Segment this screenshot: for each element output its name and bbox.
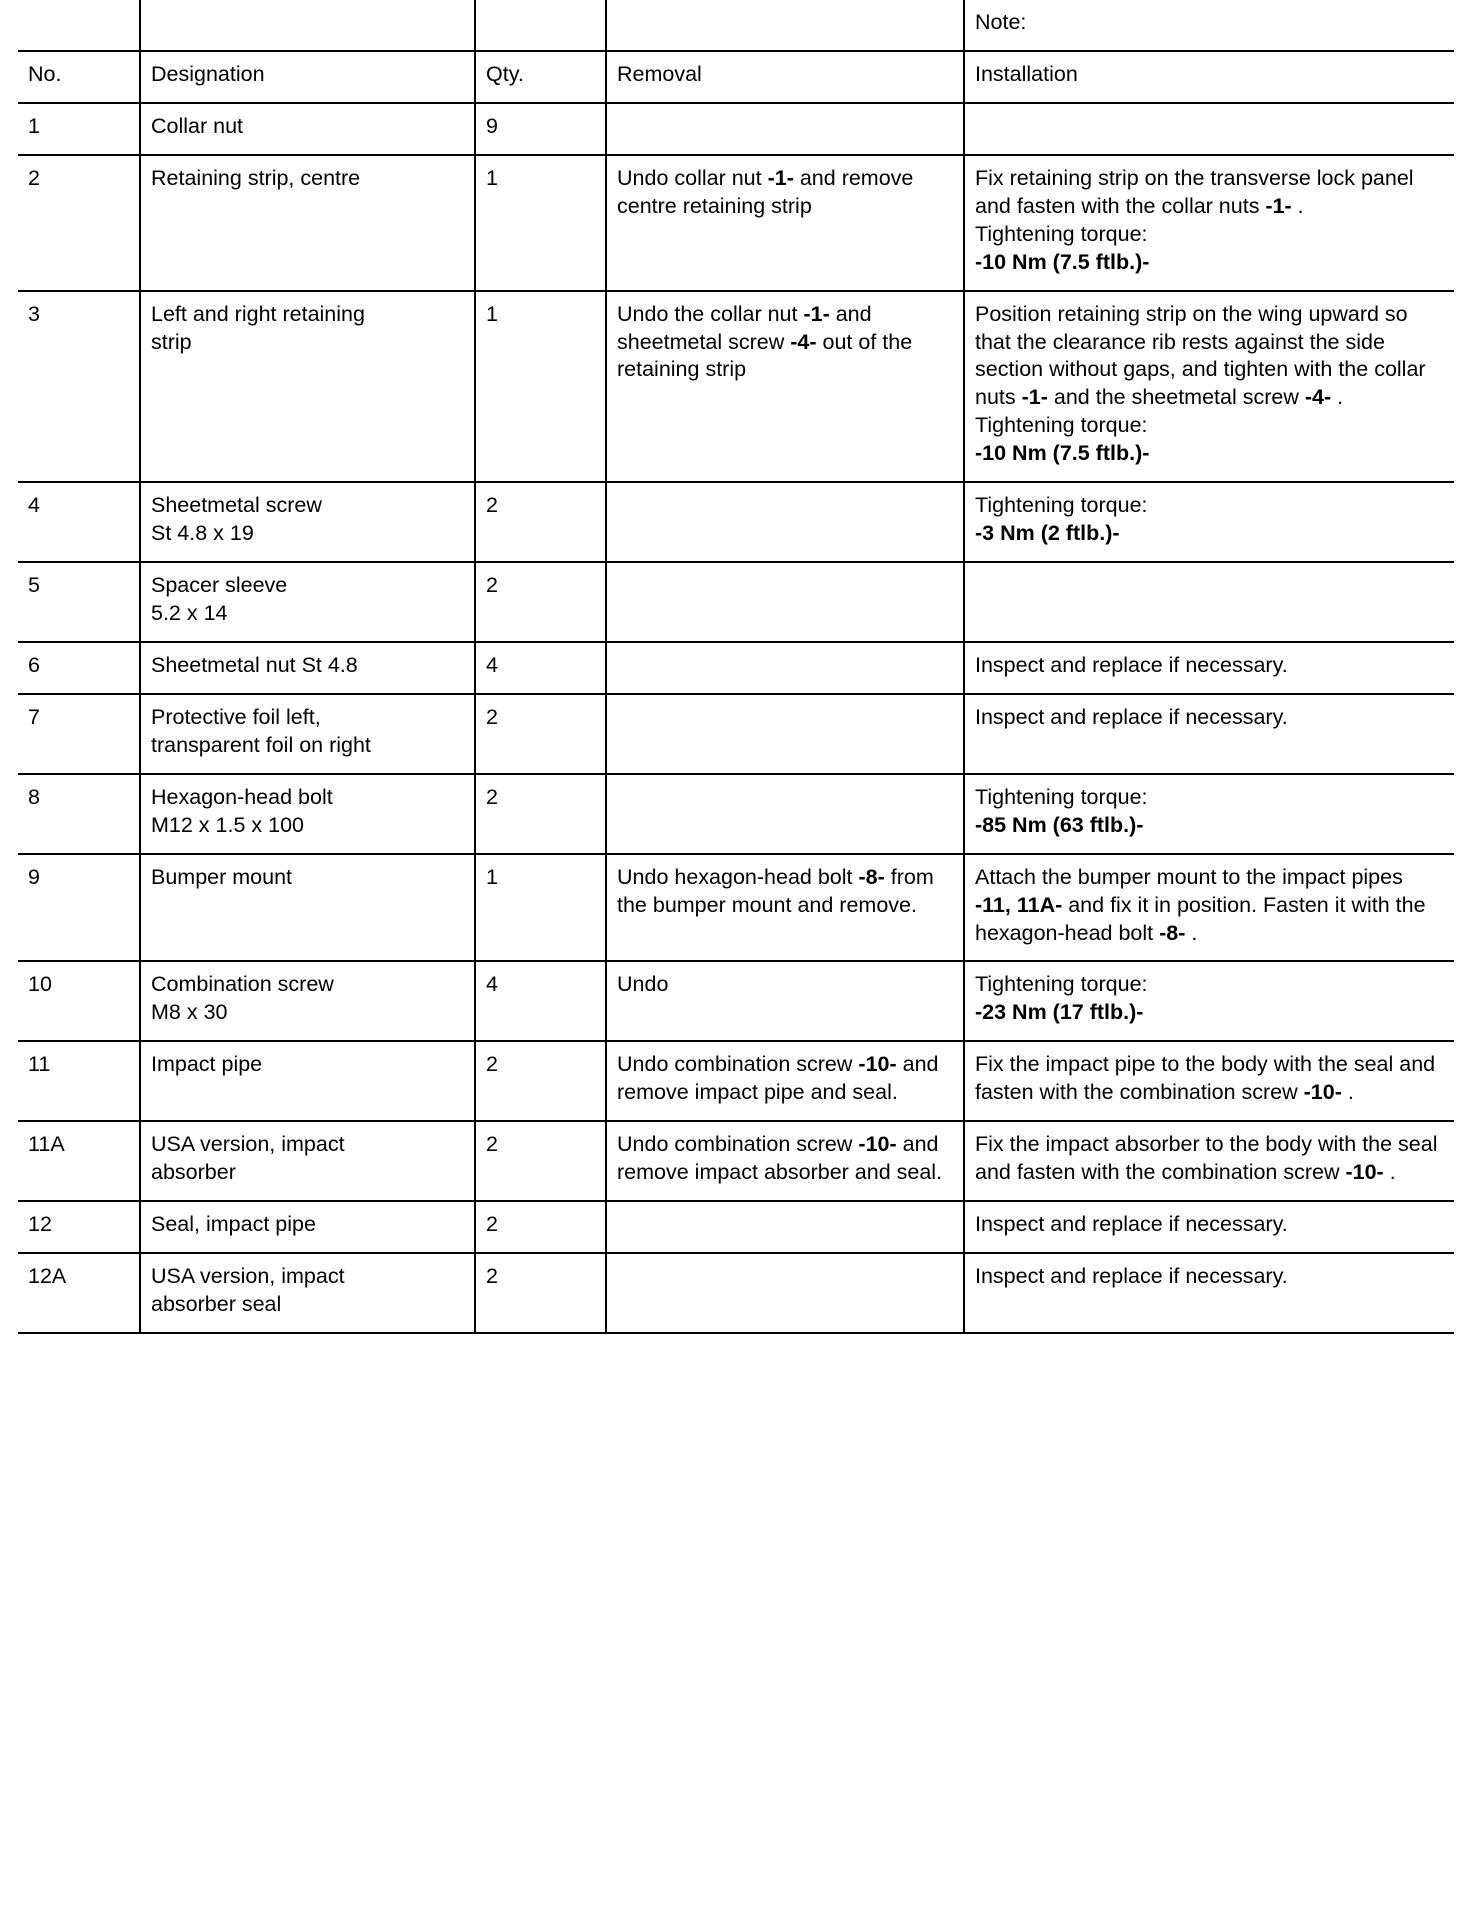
header-installation: Installation [964, 51, 1454, 103]
cell-designation [140, 103, 475, 155]
designation-line-1: Sheetmetal nut St 4.8 [151, 652, 358, 677]
header-designation: Designation [140, 51, 475, 103]
cell-removal: Undo combination screw -10- and remove impact pipe and seal. [606, 1041, 964, 1121]
designation-line-1: Spacer sleeve [151, 573, 288, 598]
cell-designation [140, 1121, 475, 1201]
note-banner-spacer-designation [140, 0, 475, 51]
table-row [18, 961, 1454, 1041]
cell-designation [140, 155, 475, 291]
designation-line-1: Sheetmetal screw [151, 493, 322, 518]
table-row [18, 482, 1454, 562]
designation-line-1: Bumper mount [151, 864, 293, 889]
cell-installation: Fix retaining strip on the transverse lock panel and fasten with the collar nuts -1- . Tightening torque: -10 Nm (7.5 ftlb.)- [964, 155, 1454, 291]
table-row [18, 694, 1454, 774]
cell-qty: 1 [475, 854, 606, 962]
cell-designation [140, 1201, 475, 1253]
header-removal: Removal [606, 51, 964, 103]
cell-qty: 2 [475, 482, 606, 562]
cell-qty: 9 [475, 103, 606, 155]
parts-table [18, 0, 1454, 1334]
cell-removal [606, 642, 964, 694]
designation-line-2: M12 x 1.5 x 100 [151, 812, 304, 837]
cell-designation [140, 694, 475, 774]
cell-designation [140, 774, 475, 854]
cell-designation [140, 562, 475, 642]
designation-line-2: M8 x 30 [151, 1000, 228, 1025]
cell-qty: 2 [475, 562, 606, 642]
cell-removal: Undo [606, 961, 964, 1041]
table-row [18, 562, 1454, 642]
cell-removal [606, 103, 964, 155]
cell-qty: 2 [475, 1041, 606, 1121]
designation-line-1: Impact pipe [151, 1052, 263, 1077]
cell-installation: Fix the impact pipe to the body with the seal and fasten with the combination screw -10- . [964, 1041, 1454, 1121]
designation-line-2: St 4.8 x 19 [151, 521, 254, 546]
cell-designation [140, 482, 475, 562]
cell-designation [140, 291, 475, 483]
cell-no: 5 [18, 562, 140, 642]
note-banner-spacer-removal [606, 0, 964, 51]
designation-line-2: transparent foil on right [151, 732, 371, 757]
table-row [18, 774, 1454, 854]
cell-no: 3 [18, 291, 140, 483]
cell-removal [606, 694, 964, 774]
cell-qty: 4 [475, 642, 606, 694]
header-qty: Qty. [475, 51, 606, 103]
table-row [18, 1201, 1454, 1253]
table-row [18, 854, 1454, 962]
cell-qty: 2 [475, 1253, 606, 1333]
note-banner-spacer-qty [475, 0, 606, 51]
cell-no: 11 [18, 1041, 140, 1121]
cell-removal [606, 562, 964, 642]
cell-installation [964, 562, 1454, 642]
cell-no: 7 [18, 694, 140, 774]
cell-installation: Tightening torque: -3 Nm (2 ftlb.)- [964, 482, 1454, 562]
cell-qty: 4 [475, 961, 606, 1041]
note-banner-spacer-no [18, 0, 140, 51]
designation-line-1: Hexagon-head bolt [151, 784, 333, 809]
table-header-row [18, 51, 1454, 103]
cell-installation: Tightening torque: -23 Nm (17 ftlb.)- [964, 961, 1454, 1041]
designation-line-1: Left and right retaining [151, 301, 365, 326]
cell-designation [140, 854, 475, 962]
table-row [18, 291, 1454, 483]
designation-line-1: Collar nut [151, 113, 244, 138]
cell-removal [606, 774, 964, 854]
cell-no: 2 [18, 155, 140, 291]
designation-line-1: Protective foil left, [151, 704, 321, 729]
cell-no: 10 [18, 961, 140, 1041]
cell-designation [140, 1041, 475, 1121]
header-no: No. [18, 51, 140, 103]
cell-designation [140, 1253, 475, 1333]
designation-line-2: absorber [151, 1160, 236, 1185]
note-banner-row [18, 0, 1454, 51]
designation-line-1: USA version, impact [151, 1264, 345, 1288]
cell-no: 8 [18, 774, 140, 854]
cell-no: 12 [18, 1201, 140, 1253]
cell-no: 9 [18, 854, 140, 962]
cell-qty: 2 [475, 1201, 606, 1253]
cell-removal: Undo collar nut -1- and remove centre retaining strip [606, 155, 964, 291]
cell-removal [606, 482, 964, 562]
cell-installation: Tightening torque: -85 Nm (63 ftlb.)- [964, 774, 1454, 854]
table-row [18, 1253, 1454, 1333]
cell-no: 1 [18, 103, 140, 155]
cell-removal [606, 1253, 964, 1333]
cell-removal: Undo hexagon-head bolt -8- from the bumper mount and remove. [606, 854, 964, 962]
cell-no: 4 [18, 482, 140, 562]
cell-installation: Attach the bumper mount to the impact pipes -11, 11A- and fix it in position. Fasten it with the hexagon-head bolt -8- . [964, 854, 1454, 962]
table-row [18, 155, 1454, 291]
designation-line-2: absorber seal [151, 1291, 282, 1316]
table-row [18, 103, 1454, 155]
designation-line-1: Retaining strip, centre [151, 165, 361, 190]
designation-line-2: strip [151, 329, 192, 354]
table-row [18, 1121, 1454, 1201]
cell-installation: Inspect and replace if necessary. [964, 642, 1454, 694]
cell-qty: 2 [475, 694, 606, 774]
cell-qty: 1 [475, 155, 606, 291]
cell-designation [140, 961, 475, 1041]
cell-no: 6 [18, 642, 140, 694]
cell-removal: Undo combination screw -10- and remove impact absorber and seal. [606, 1121, 964, 1201]
cell-installation [964, 103, 1454, 155]
designation-line-1: Seal, impact pipe [151, 1212, 316, 1237]
note-banner-label: Note: [964, 0, 1454, 51]
designation-line-1: USA version, impact [151, 1132, 345, 1157]
cell-installation: Fix the impact absorber to the body with the seal and fasten with the combination screw -10- . [964, 1121, 1454, 1201]
cell-installation: Position retaining strip on the wing upward so that the clearance rib rests against the side section without gaps, and tighten with the collar nuts -1- and the sheetmetal screw -4- . Tightening torque: -10 Nm (7.5 ftlb.)- [964, 291, 1454, 483]
cell-no: 12A [18, 1253, 140, 1333]
cell-qty: 2 [475, 774, 606, 854]
cell-installation: Inspect and replace if necessary. [964, 694, 1454, 774]
table-row [18, 642, 1454, 694]
cell-qty: 2 [475, 1121, 606, 1201]
cell-installation: Inspect and replace if necessary. [964, 1201, 1454, 1253]
cell-designation [140, 642, 475, 694]
table-row [18, 1041, 1454, 1121]
cell-installation: Inspect and replace if necessary. [964, 1253, 1454, 1333]
cell-no: 11A [18, 1121, 140, 1201]
designation-line-1: Combination screw [151, 972, 334, 997]
cell-qty: 1 [475, 291, 606, 483]
cell-removal [606, 1201, 964, 1253]
cell-removal: Undo the collar nut -1- and sheetmetal screw -4- out of the retaining strip [606, 291, 964, 483]
designation-line-2: 5.2 x 14 [151, 601, 228, 625]
